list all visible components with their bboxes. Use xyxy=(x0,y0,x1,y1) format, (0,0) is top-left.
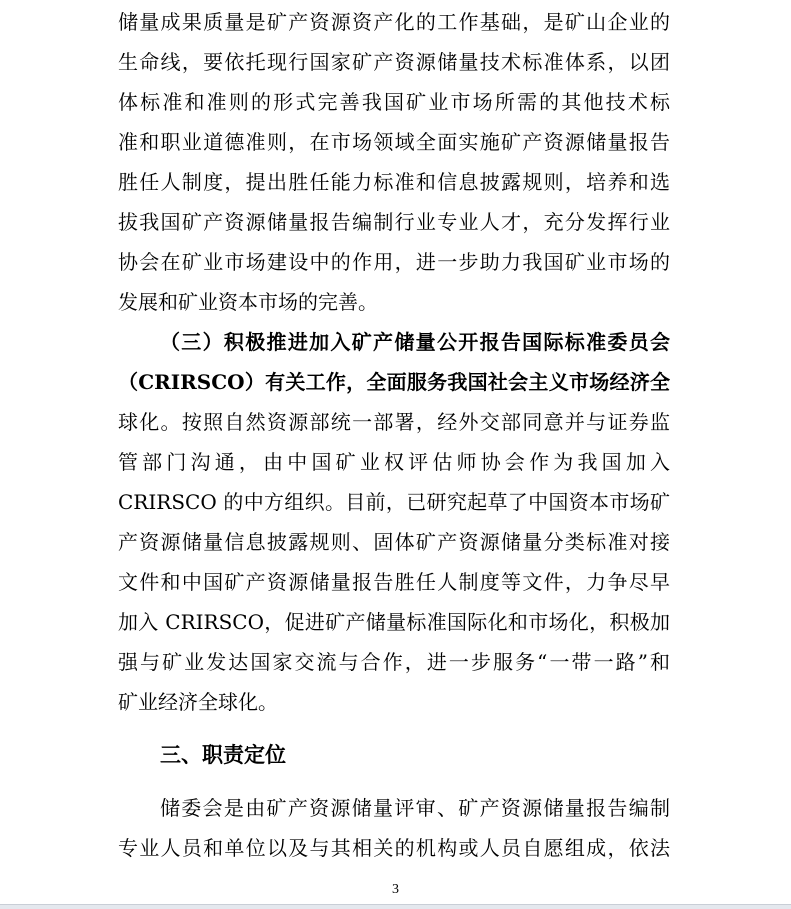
paragraph-1-line: 生命线，要依托现行国家矿产资源储量技术标准体系，以团 xyxy=(118,50,670,74)
paragraph-1-line: 体标准和准则的形式完善我国矿业市场所需的其他技术标 xyxy=(118,90,670,114)
paragraph-2-line: 产资源储量信息披露规则、固体矿产资源储量分类标准对接 xyxy=(118,530,670,554)
paragraph-1-line: 发展和矿业资本市场的完善。 xyxy=(118,290,378,314)
paragraph-2-line: 球化。按照自然资源部统一部署，经外交部同意并与证券监 xyxy=(118,410,670,434)
paragraph-1-line: 准和职业道德准则，在市场领域全面实施矿产资源储量报告 xyxy=(118,130,670,154)
paragraph-3-line: 专业人员和单位以及与其相关的机构或人员自愿组成，依法 xyxy=(118,836,670,860)
paragraph-2-line: 强与矿业发达国家交流与合作，进一步服务“一带一路”和 xyxy=(118,650,670,674)
paragraph-1-line: 储量成果质量是矿产资源资产化的工作基础，是矿山企业的 xyxy=(118,10,670,34)
paragraph-1-line: 协会在矿业市场建设中的作用，进一步助力我国矿业市场的 xyxy=(118,250,670,274)
paragraph-2-line: （CRIRSCO）有关工作，全面服务我国社会主义市场经济全 xyxy=(118,370,670,394)
paragraph-2-line: 加入 CRIRSCO，促进矿产储量标准国际化和市场化，积极加 xyxy=(118,610,670,634)
paragraph-2-line: 文件和中国矿产资源储量报告胜任人制度等文件，力争尽早 xyxy=(118,570,670,594)
paragraph-1-line: 拔我国矿产资源储量报告编制行业专业人才，充分发挥行业 xyxy=(118,210,670,234)
paragraph-2-line: CRIRSCO 的中方组织。目前，已研究起草了中国资本市场矿 xyxy=(118,490,670,514)
page-bottom-edge xyxy=(0,904,791,909)
paragraph-2-line: 管部门沟通，由中国矿业权评估师协会作为我国加入 xyxy=(118,450,670,474)
paragraph-2-line: 矿业经济全球化。 xyxy=(118,690,278,714)
paragraph-3-line: 储委会是由矿产资源储量评审、矿产资源储量报告编制 xyxy=(160,796,670,820)
paragraph-2-line: （三）积极推进加入矿产储量公开报告国际标准委员会 xyxy=(160,330,670,354)
page-number: 3 xyxy=(392,882,399,897)
paragraph-1-line: 胜任人制度，提出胜任能力标准和信息披露规则，培养和选 xyxy=(118,170,670,194)
section-heading: 三、职责定位 xyxy=(160,743,286,767)
